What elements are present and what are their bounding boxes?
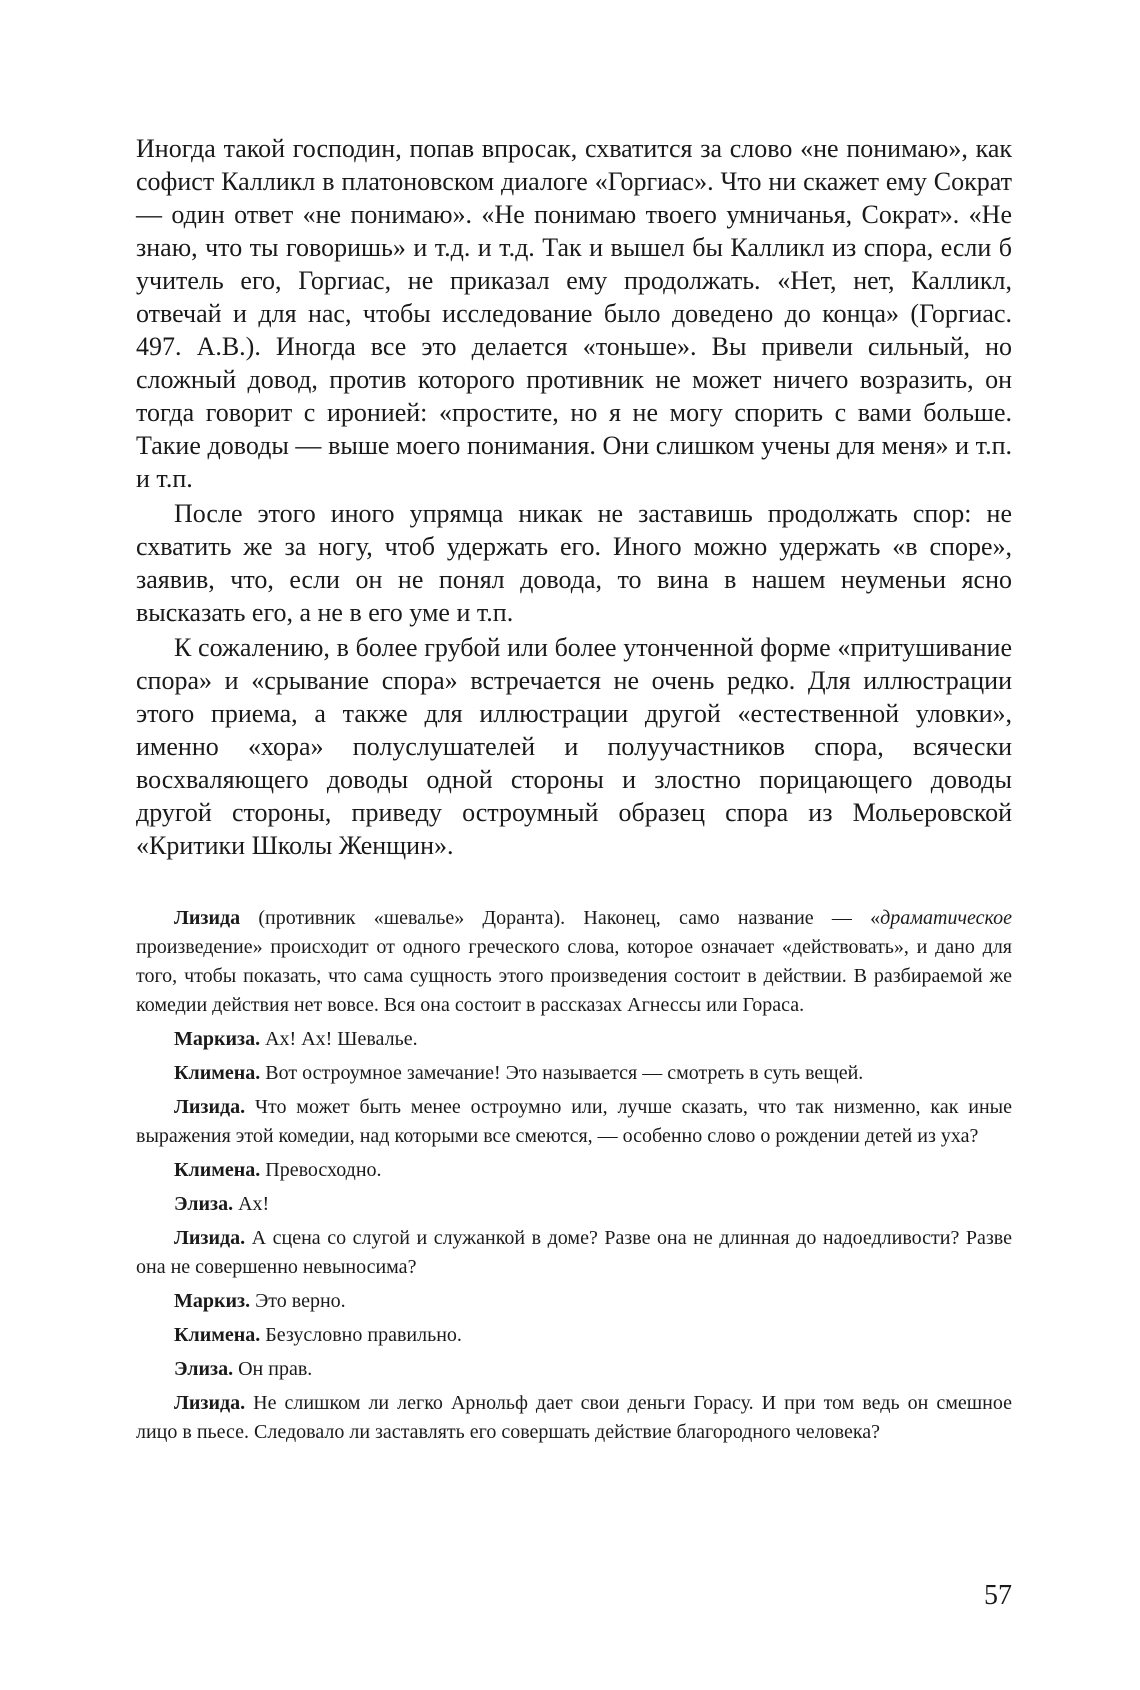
speaker-name: Маркиз.	[174, 1290, 251, 1312]
dialogue-text: Вот остроумное замечание! Это называется — смотреть в суть вещей.	[260, 1062, 864, 1084]
dialogue-line	[136, 1321, 1012, 1350]
dialogue-text: Безусловно правильно.	[260, 1324, 462, 1346]
paragraph: Иногда такой господин, попав впросак, схватится за слово «не понимаю», как софист Калликл в платоновском диалоге «Горгиас». Что ни скажет ему Сократ — один ответ «не понимаю». «Не понимаю твоего умничанья, Сократ». «Не знаю, что ты говоришь» и т.д. и т.д. Так и вышел бы Калликл из спора, если б учитель его, Горгиас, не приказал ему продолжать. «Нет, нет, Калликл, отвечай и для нас, чтобы исследование было доведено до конца» (Горгиас. 497. А.В.). Иногда все это делается «тоньше». Вы привели сильный, но сложный довод, против которого противник не может ничего возразить, он тогда говорит с иронией: «простите, но я не могу спорить с вами больше. Такие доводы — выше моего понимания. Они слишком учены для меня» и т.п. и т.п.	[136, 134, 1012, 493]
paragraph: После этого иного упрямца никак не заставишь продолжать спор: не схватить же за ногу, чтоб удержать его. Иного можно удержать «в споре», заявив, что, если он не понял довода, то вина в нашем неуменьи ясно высказать его, а не в его уме и т.п.	[136, 499, 1012, 627]
dialogue-text: Он прав.	[233, 1358, 313, 1380]
speaker-name: Климена.	[174, 1062, 261, 1084]
book-page	[136, 132, 1012, 1452]
speaker-name: Климена.	[174, 1159, 261, 1181]
dialogue-text: А сцена со слугой и служанкой в доме? Разве она не длинная до надоедливости? Разве она не совершенно невыносима?	[136, 1227, 1012, 1278]
dialogue-text: (противник «шевалье» Доранта). Наконец, само название — «	[240, 907, 881, 929]
main-text	[136, 132, 1012, 862]
dialogue-text: Это верно.	[250, 1290, 346, 1312]
paragraph: К сожалению, в более грубой или более утонченной форме «притушивание спора» и «срывание спора» встречается не очень редко. Для иллюстрации этого приема, а также для иллюстрации другой «естественной уловки», именно «хора» полуслушателей и полуучастников спора, всячески восхваляющего доводы одной стороны и злостно порицающего доводы другой стороны, приведу остроумный образец спора из Мольеровской «Критики Школы Женщин».	[136, 633, 1012, 860]
dialogue-line	[136, 1059, 1012, 1088]
dialogue-line	[136, 1355, 1012, 1384]
dialogue-line	[136, 1156, 1012, 1185]
dialogue-line	[136, 1025, 1012, 1054]
dialogue-text: Превосходно.	[260, 1159, 382, 1181]
speaker-name: Элиза.	[174, 1193, 234, 1215]
speaker-name: Лизида.	[174, 1227, 246, 1249]
speaker-name: Лизида.	[174, 1392, 246, 1414]
speaker-name: Маркиза.	[174, 1028, 261, 1050]
speaker-name: Лизида	[174, 907, 241, 929]
dialogue-line	[136, 1190, 1012, 1219]
dialogue-text: Ах!	[233, 1193, 270, 1215]
speaker-name: Элиза.	[174, 1358, 234, 1380]
dialogue-line	[136, 1224, 1012, 1282]
dialogue-line	[136, 1287, 1012, 1316]
dialogue-line	[136, 1093, 1012, 1151]
dialogue-text: произведение» происходит от одного греческого слова, которое означает «действовать», и дано для того, чтобы показать, что сама сущность этого произведения состоит в действии. В разбираемой же комедии действия нет вовсе. Вся она состоит в рассказах Агнессы или Гораса.	[136, 936, 1012, 1016]
dialogue-excerpt	[136, 904, 1012, 1447]
speaker-name: Климена.	[174, 1324, 261, 1346]
dialogue-text: Не слишком ли легко Арнольф дает свои деньги Горасу. И при том ведь он смешное лицо в пьесе. Следовало ли заставлять его совершать действие благородного человека?	[136, 1392, 1012, 1443]
dialogue-text: Что может быть менее остроумно или, лучше сказать, что так низменно, как иные выражения этой комедии, над которыми все смеются, — особенно слово о рождении детей из уха?	[136, 1096, 1012, 1147]
speaker-name: Лизида.	[174, 1096, 246, 1118]
dialogue-italic: драматическое	[880, 907, 1012, 929]
dialogue-line	[136, 1389, 1012, 1447]
dialogue-text: Ах! Ах! Шевалье.	[260, 1028, 418, 1050]
dialogue-line	[136, 904, 1012, 1020]
page-number: 57	[984, 1580, 1012, 1611]
